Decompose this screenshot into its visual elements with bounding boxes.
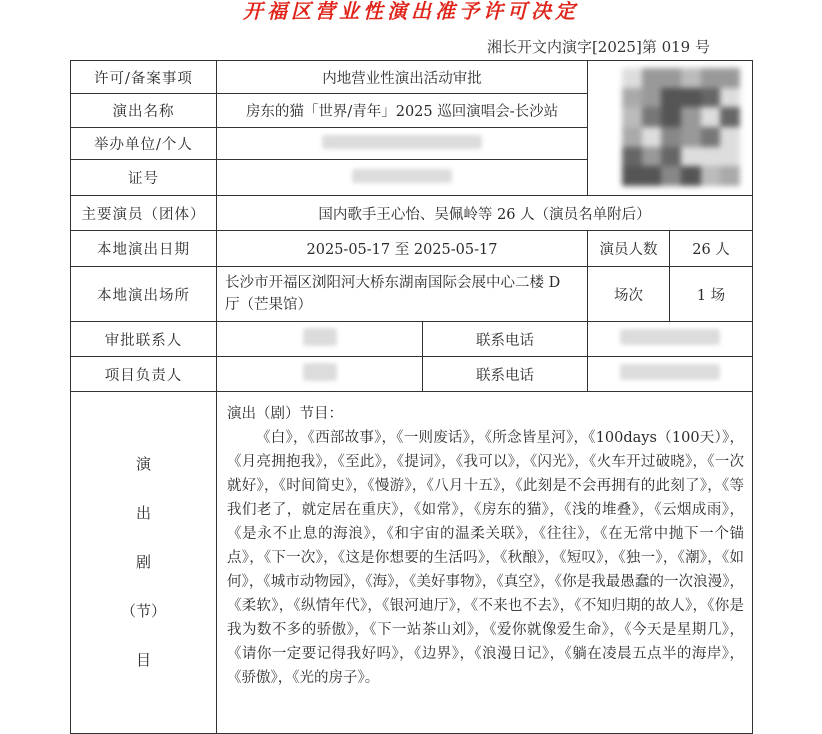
manager-label: 项目负责人 [71, 357, 217, 392]
program-side-label [71, 392, 217, 734]
document-number: 湘长开文内演字[2025]第 019 号 [486, 38, 710, 56]
show-name-value: 房东的猫「世界/青年」2025 巡回演唱会-长沙站 [217, 94, 588, 128]
row-performers [71, 196, 753, 231]
permit-type-label: 许可/备案事项 [71, 61, 217, 94]
sessions-value: 1 场 [670, 267, 753, 322]
performer-count-label: 演员人数 [588, 231, 670, 267]
date-label: 本地演出日期 [71, 231, 217, 267]
program-side-char: 出 [135, 504, 151, 522]
show-name-label: 演出名称 [71, 94, 217, 128]
program-content [217, 392, 753, 734]
manager-value [217, 357, 423, 392]
contact-phone-value [588, 322, 753, 357]
redacted-contact-phone [620, 329, 720, 345]
performers-value: 国内歌手王心怡、吴佩岭等 26 人（演员名单附后） [217, 196, 753, 231]
document-title: 开福区营业性演出准予许可决定 [243, 0, 579, 23]
qr-code-image [622, 68, 740, 186]
row-program [71, 392, 753, 734]
organizer-label: 举办单位/个人 [71, 128, 217, 160]
date-value: 2025-05-17 至 2025-05-17 [217, 231, 588, 267]
venue-label: 本地演出场所 [71, 267, 217, 322]
manager-phone-value [588, 357, 753, 392]
organizer-value [217, 128, 588, 160]
sessions-label: 场次 [588, 267, 670, 322]
redacted-organizer [322, 135, 482, 149]
program-list: 《白》，《西部故事》，《一则废话》，《所念皆星河》，《100days（100天）》，《月亮拥抱我》，《至此》，《提词》，《我可以》，《闪光》，《火车开过破晓》，《一次就好》，《时间简史》，《慢游》，《八月十五》，《此刻是不会再拥有的此刻了》，《等我们老了，就定居在重庆》，《如常》，《房东的猫》，《浅的堆叠》，《云烟成雨》，《是永不止息的海浪》，《和宇宙的温柔关联》，《往往》，《在无常中抛下一个锚点》，《下一次》，《这是你想要的生活吗》，《秋酿》，《短叹》，《独一》，《潮》，《如何》，《城市动物园》，《海》，《美好事物》，《真空》，《你是我最愚蠢的一次浪漫》，《柔软》，《纵情年代》，《银河迪厅》，《不来也不去》，《不知归期的故人》，《你是我为数不多的骄傲》，《下一站茶山刘》，《爱你就像爱生命》，《今天是星期几》，《请你一定要记得我好吗》，《边界》，《浪漫日记》，《躺在凌晨五点半的海岸》，《骄傲》，《光的房子》。 [227, 430, 744, 686]
program-side-char: （节） [120, 602, 166, 620]
row-venue [71, 267, 753, 322]
manager-phone-label: 联系电话 [423, 357, 588, 392]
row-manager [71, 357, 753, 392]
program-side-char: 目 [135, 651, 151, 669]
venue-value: 长沙市开福区浏阳河大桥东湖南国际会展中心二楼 D 厅（芒果馆） [217, 267, 588, 322]
performers-label: 主要演员（团体） [71, 196, 217, 231]
redacted-manager-phone [620, 364, 720, 380]
performer-count-value: 26 人 [670, 231, 753, 267]
program-side-char: 剧 [135, 553, 151, 571]
cert-no-value [217, 160, 588, 196]
row-date [71, 231, 753, 267]
program-heading: 演出（剧）节目： [227, 406, 343, 422]
redacted-cert-no [352, 169, 452, 183]
redacted-manager-name [303, 363, 337, 381]
program-side-char: 演 [135, 455, 151, 473]
permit-type-value: 内地营业性演出活动审批 [217, 61, 588, 94]
contact-value [217, 322, 423, 357]
row-contact [71, 322, 753, 357]
contact-phone-label: 联系电话 [423, 322, 588, 357]
redacted-contact-name [303, 328, 337, 346]
cert-no-label: 证号 [71, 160, 217, 196]
contact-label: 审批联系人 [71, 322, 217, 357]
